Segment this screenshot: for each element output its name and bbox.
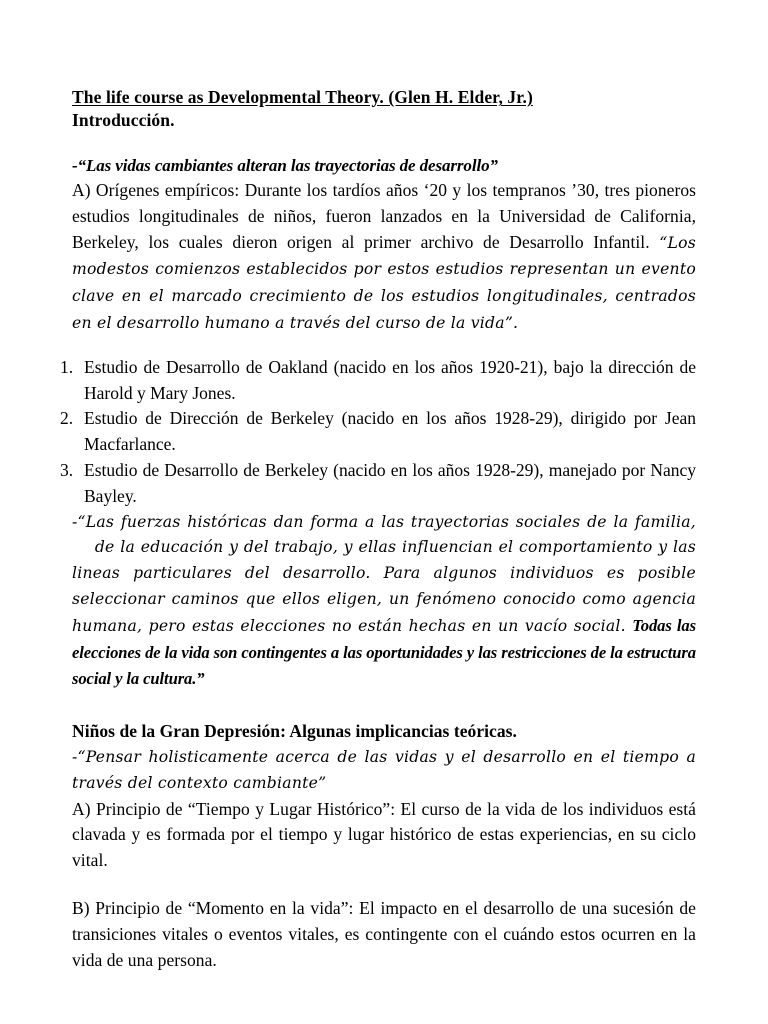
quote-holistic-thinking: -“Pensar holisticamente acerca de las vidas y el desarrollo en el tiempo a través del contexto cambiante”	[72, 747, 696, 792]
spacer	[72, 132, 696, 154]
paragraph-empirical-origins	[72, 178, 696, 337]
document-body	[72, 86, 696, 973]
quote-historical-forces-emphasis: Todas las elecciones de la vida son contingentes a las oportunidades y las restricciones de la estructura social y la cultura.”	[72, 615, 696, 689]
spacer	[72, 693, 696, 719]
quote-historical-forces-part-2: de la educación y del trabajo, y ellas influencian el comportamiento y las lineas particulares del desarrollo. Para algunos individuos es posible seleccionar caminos que ellos eligen, un fenómeno conocido como agencia humana, pero estas elecciones no están hechas en un vacío social.	[72, 538, 696, 635]
quote-historical-forces-part-1: -“Las fuerzas históricas dan forma a las trayectorias sociales de la familia,	[72, 512, 696, 531]
list-item: Estudio de Desarrollo de Berkeley (nacido en los años 1928-29), manejado por Nancy Bayley.	[84, 459, 696, 506]
list-item: Estudio de Desarrollo de Oakland (nacido en los años 1920-21), bajo la dirección de Harold y Mary Jones.	[84, 356, 696, 403]
paragraph-empirical-origins-quote: “Los modestos comienzos establecidos por estos estudios representan un evento clave en el marcado crecimiento de los estudios longitudinales, centrados en el desarrollo humano a través del curso de la vida”.	[72, 233, 696, 332]
paragraph-principle-a: A) Principio de “Tiempo y Lugar Histórico”: El curso de la vida de los individuos está clavada y es formada por el tiempo y lugar histórico de estas experiencias, en su ciclo vital.	[72, 798, 696, 871]
spacer	[72, 874, 696, 896]
studies-numbered-list	[72, 355, 696, 510]
paragraph-empirical-origins-plain: A) Orígenes empíricos: Durante los tardíos años ‘20 y los tempranos ’30, tres pioneros estudios longitudinales de niños, fueron lanzados en la Universidad de California, Berkeley, los cuales dieron origen al primer archivo de Desarrollo Infantil.	[72, 180, 696, 252]
list-item: Estudio de Dirección de Berkeley (nacido en los años 1928-29), dirigido por Jean Macfarlance.	[84, 408, 696, 455]
quote-historical-forces-spacer	[72, 538, 95, 556]
subheading-changing-lives: -“Las vidas cambiantes alteran las trayectorias de desarrollo”	[72, 156, 498, 175]
quote-historical-forces	[72, 510, 696, 694]
spacer	[72, 337, 696, 355]
document-title-line-1: The life course as Developmental Theory. (Glen H. Elder, Jr.)	[72, 87, 533, 107]
section-heading-great-depression: Niños de la Gran Depresión: Algunas implicancias teóricas.	[72, 721, 517, 742]
document-title-line-2: Introducción.	[72, 110, 175, 130]
paragraph-principle-b: B) Principio de “Momento en la vida”: El impacto en el desarrollo de una sucesión de transiciones vitales o eventos vitales, es contingente con el cuándo estos ocurren en la vida de una persona.	[72, 897, 696, 970]
